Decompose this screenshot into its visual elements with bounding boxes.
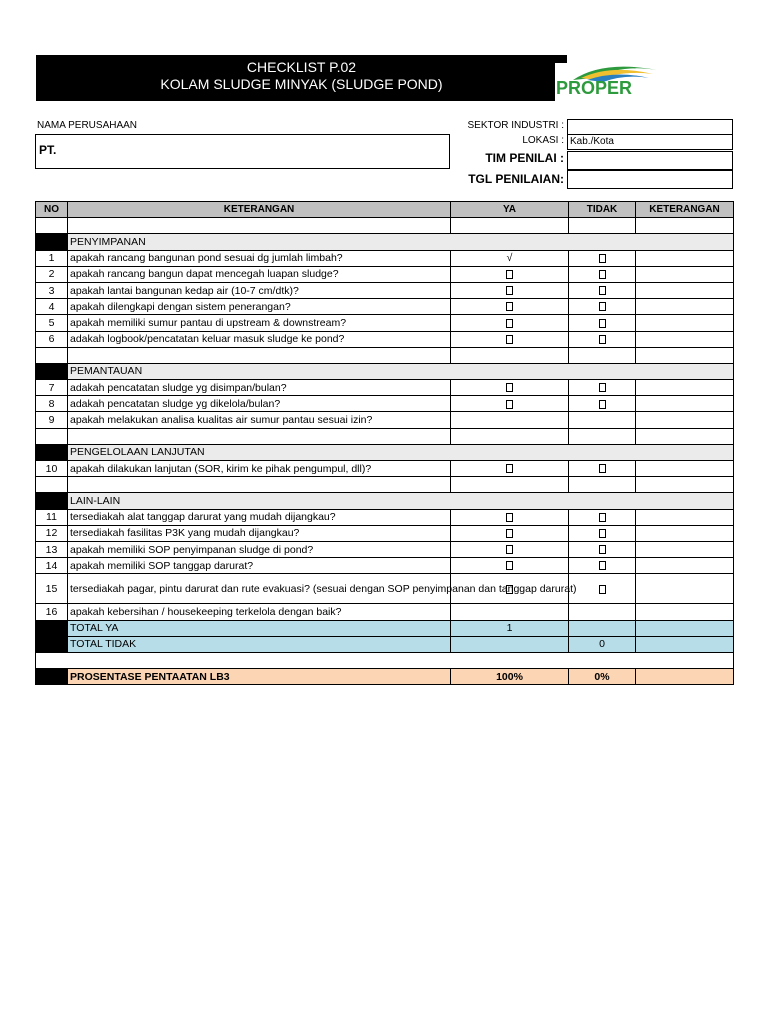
- checkbox-icon: [506, 302, 513, 311]
- ya-checkbox[interactable]: [451, 461, 569, 477]
- header-keterangan-2: KETERANGAN: [636, 202, 734, 218]
- checkbox-icon: [599, 585, 606, 594]
- ya-cell[interactable]: [451, 604, 569, 620]
- header-ya: YA: [451, 202, 569, 218]
- prosentase-label: PROSENTASE PENTAATAN LB3: [68, 669, 451, 685]
- table-row: 11 tersediakah alat tanggap darurat yang mudah dijangkau?: [36, 509, 734, 525]
- title-line-1: CHECKLIST P.02: [246, 59, 357, 75]
- ya-checkbox[interactable]: [451, 396, 569, 412]
- table-row: 7 adakah pencatatan sludge yg disimpan/bulan?: [36, 380, 734, 396]
- keterangan-cell[interactable]: [636, 266, 734, 282]
- checklist-title-bar: [36, 55, 567, 101]
- keterangan-cell[interactable]: [636, 525, 734, 541]
- keterangan-cell[interactable]: [636, 380, 734, 396]
- keterangan-cell[interactable]: [636, 604, 734, 620]
- tidak-checkbox[interactable]: [569, 574, 636, 604]
- table-row: 10 apakah dilakukan lanjutan (SOR, kirim ke pihak pengumpul, dll)?: [36, 461, 734, 477]
- prosentase-ya: 100%: [451, 669, 569, 685]
- keterangan-cell[interactable]: [636, 250, 734, 266]
- proper-logo-text: PROPER: [556, 78, 633, 98]
- table-row: 16 apakah kebersihan / housekeeping terkelola dengan baik?: [36, 604, 734, 620]
- checklist-table: [35, 201, 734, 685]
- checkbox-icon: [506, 561, 513, 570]
- keterangan-cell[interactable]: [636, 299, 734, 315]
- tidak-checkbox[interactable]: [569, 331, 636, 347]
- keterangan-cell[interactable]: [636, 331, 734, 347]
- checkbox-icon: [506, 464, 513, 473]
- section-row-penyimpanan: [36, 234, 734, 250]
- checkbox-icon: [506, 585, 513, 594]
- checkbox-icon: [599, 545, 606, 554]
- checkbox-icon: [506, 545, 513, 554]
- checkbox-icon: [599, 270, 606, 279]
- section-title: PENGELOLAAN LANJUTAN: [68, 444, 734, 460]
- tidak-checkbox[interactable]: [569, 380, 636, 396]
- total-ya-label: TOTAL YA: [68, 620, 451, 636]
- pt-field[interactable]: PT.: [35, 134, 450, 169]
- ya-cell[interactable]: [451, 412, 569, 428]
- total-tidak-value: 0: [569, 636, 636, 652]
- tgl-penilaian-field[interactable]: [567, 170, 733, 189]
- tidak-checkbox[interactable]: [569, 315, 636, 331]
- proper-logo: [553, 58, 665, 102]
- ya-checkbox[interactable]: [451, 299, 569, 315]
- keterangan-cell[interactable]: [636, 509, 734, 525]
- table-row: 8 adakah pencatatan sludge yg dikelola/bulan?: [36, 396, 734, 412]
- checkbox-icon: [599, 464, 606, 473]
- total-tidak-label: TOTAL TIDAK: [68, 636, 451, 652]
- table-row: 15 tersediakah pagar, pintu darurat dan rute evakuasi? (sesuai dengan SOP penyimpanan dan tanggap darurat): [36, 574, 734, 604]
- checkbox-icon: [599, 302, 606, 311]
- tidak-cell[interactable]: [569, 412, 636, 428]
- tidak-checkbox[interactable]: [569, 282, 636, 298]
- section-title: LAIN-LAIN: [68, 493, 734, 509]
- ya-checkbox[interactable]: [451, 266, 569, 282]
- checkbox-icon: [599, 319, 606, 328]
- tidak-checkbox[interactable]: [569, 266, 636, 282]
- lokasi-field[interactable]: Kab./Kota: [567, 134, 733, 150]
- checkbox-icon: [599, 529, 606, 538]
- checkbox-icon: [599, 400, 606, 409]
- total-ya-value: 1: [451, 620, 569, 636]
- checkbox-icon: [506, 513, 513, 522]
- nama-perusahaan-label: NAMA PERUSAHAAN: [37, 120, 138, 131]
- checkbox-icon: [506, 319, 513, 328]
- checkbox-icon: [506, 286, 513, 295]
- ya-checkbox[interactable]: [451, 250, 569, 266]
- keterangan-cell[interactable]: [636, 282, 734, 298]
- tidak-checkbox[interactable]: [569, 558, 636, 574]
- keterangan-cell[interactable]: [636, 558, 734, 574]
- keterangan-cell[interactable]: [636, 574, 734, 604]
- section-title: PEMANTAUAN: [68, 363, 734, 379]
- ya-checkbox[interactable]: [451, 315, 569, 331]
- checkbox-icon: [506, 270, 513, 279]
- table-row: 6 adakah logbook/pencatatan keluar masuk sludge ke pond?: [36, 331, 734, 347]
- header-no: NO: [36, 202, 68, 218]
- keterangan-cell[interactable]: [636, 412, 734, 428]
- tidak-checkbox[interactable]: [569, 461, 636, 477]
- blank-row: [36, 347, 734, 363]
- keterangan-cell[interactable]: [636, 461, 734, 477]
- blank-row: [36, 428, 734, 444]
- tim-penilai-label: TIM PENILAI :: [485, 151, 564, 165]
- checkbox-icon: [506, 529, 513, 538]
- blank-row: [36, 218, 734, 234]
- checkbox-icon: [599, 254, 606, 263]
- tgl-penilaian-label: TGL PENILAIAN:: [468, 172, 564, 186]
- table-row: 2 apakah rancang bangun dapat mencegah luapan sludge?: [36, 266, 734, 282]
- table-row: 3 apakah lantai bangunan kedap air (10-7 cm/dtk)?: [36, 282, 734, 298]
- table-row: 12 tersediakah fasilitas P3K yang mudah dijangkau?: [36, 525, 734, 541]
- total-ya-row: [36, 620, 734, 636]
- section-title: PENYIMPANAN: [68, 234, 734, 250]
- total-tidak-row: [36, 636, 734, 652]
- table-row: 5 apakah memiliki sumur pantau di upstream & downstream?: [36, 315, 734, 331]
- table-row: 1 apakah rancang bangunan pond sesuai dg jumlah limbah? √: [36, 250, 734, 266]
- keterangan-cell[interactable]: [636, 396, 734, 412]
- table-header-row: [36, 202, 734, 218]
- tidak-cell[interactable]: [569, 604, 636, 620]
- table-row: 14 apakah memiliki SOP tanggap darurat?: [36, 558, 734, 574]
- prosentase-tidak: 0%: [569, 669, 636, 685]
- checkbox-icon: [599, 286, 606, 295]
- table-row: 9 apakah melakukan analisa kualitas air sumur pantau sesuai izin?: [36, 412, 734, 428]
- prosentase-row: [36, 669, 734, 685]
- ya-checkbox[interactable]: [451, 558, 569, 574]
- tidak-checkbox[interactable]: [569, 250, 636, 266]
- section-row-pengelolaan: [36, 444, 734, 460]
- header-tidak: TIDAK: [569, 202, 636, 218]
- keterangan-cell[interactable]: [636, 541, 734, 557]
- tidak-checkbox[interactable]: [569, 525, 636, 541]
- tidak-checkbox[interactable]: [569, 396, 636, 412]
- checkbox-icon: [599, 561, 606, 570]
- sektor-label: SEKTOR INDUSTRI :: [467, 120, 564, 131]
- ya-checkbox[interactable]: [451, 541, 569, 557]
- keterangan-cell[interactable]: [636, 315, 734, 331]
- blank-row: [36, 652, 734, 668]
- section-row-lain-lain: [36, 493, 734, 509]
- tidak-checkbox[interactable]: [569, 541, 636, 557]
- title-line-2: KOLAM SLUDGE MINYAK (SLUDGE POND): [160, 76, 443, 92]
- ya-checkbox[interactable]: [451, 525, 569, 541]
- ya-checkbox[interactable]: [451, 509, 569, 525]
- table-row: 13 apakah memiliki SOP penyimpanan sludge di pond?: [36, 541, 734, 557]
- tim-penilai-field[interactable]: [567, 151, 733, 170]
- checkbox-icon: [599, 513, 606, 522]
- tidak-checkbox[interactable]: [569, 509, 636, 525]
- checkbox-icon: [506, 400, 513, 409]
- table-row: 4 apakah dilengkapi dengan sistem penerangan?: [36, 299, 734, 315]
- header-keterangan: KETERANGAN: [68, 202, 451, 218]
- section-row-pemantauan: [36, 363, 734, 379]
- ya-checkbox[interactable]: [451, 282, 569, 298]
- blank-row: [36, 477, 734, 493]
- check-mark-icon: √: [506, 252, 513, 265]
- lokasi-label: LOKASI :: [522, 135, 564, 146]
- checkbox-icon: [599, 335, 606, 344]
- checkbox-icon: [599, 383, 606, 392]
- checkbox-icon: [506, 335, 513, 344]
- ya-checkbox[interactable]: [451, 331, 569, 347]
- sektor-field[interactable]: [567, 119, 733, 135]
- tidak-checkbox[interactable]: [569, 299, 636, 315]
- checkbox-icon: [506, 383, 513, 392]
- ya-checkbox[interactable]: [451, 380, 569, 396]
